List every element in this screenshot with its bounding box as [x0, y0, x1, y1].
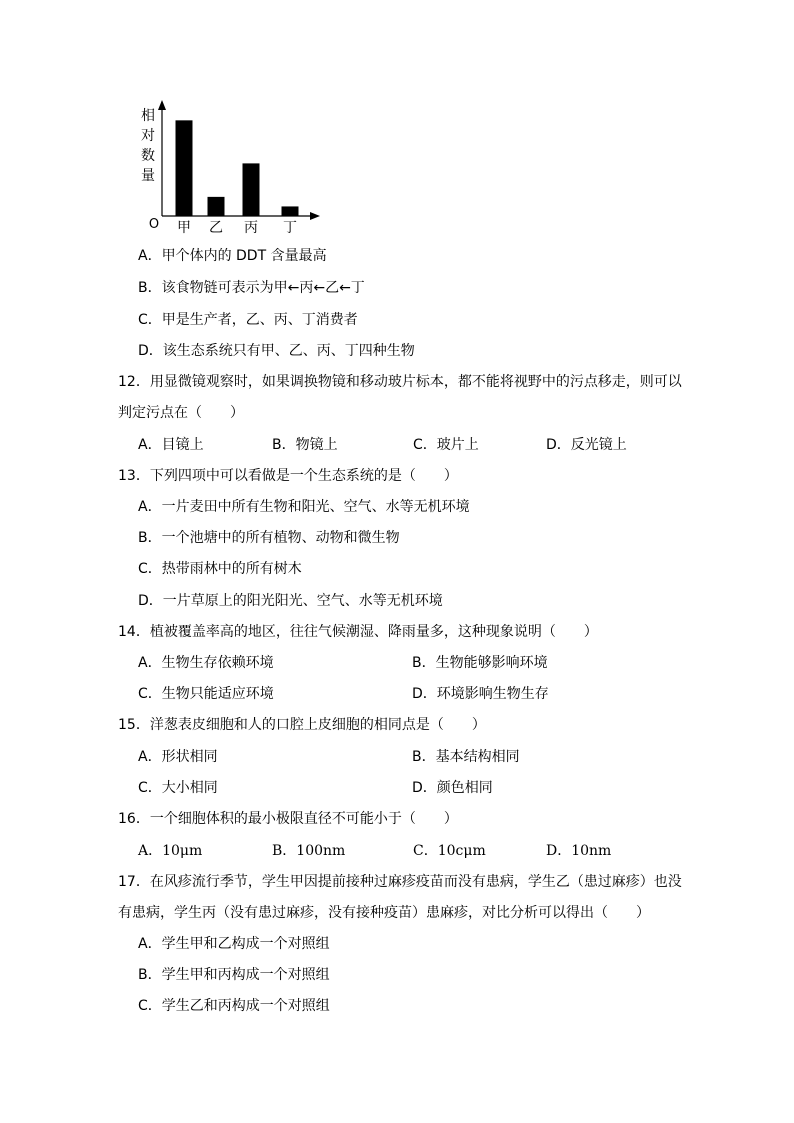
q13-option-b: B．一个池塘中的所有植物、动物和微生物: [138, 530, 400, 546]
y-axis-label-char: 数: [141, 148, 155, 164]
q15-option-c: C．大小相同: [138, 780, 218, 796]
q14-option-c: C．生物只能适应环境: [138, 686, 274, 702]
q11-option-b: B．该食物链可表示为甲←丙←乙←丁: [138, 280, 365, 296]
q11-option-a: A．甲个体内的 DDT 含量最高: [138, 248, 327, 264]
q17-option-b: B．学生甲和丙构成一个对照组: [138, 967, 330, 983]
x-axis-arrow: [310, 212, 320, 220]
q14-stem: 14．植被覆盖率高的地区，往往气候潮湿、降雨量多，这种现象说明（ ）: [118, 624, 598, 640]
x-tick-label: 丁: [283, 220, 297, 236]
q14-option-a: A．生物生存依赖环境: [138, 655, 274, 671]
q14-option-b: B．生物能够影响环境: [412, 655, 548, 671]
q12-option-c: C．玻片上: [413, 437, 479, 453]
q16-option-b: B．100nm: [272, 843, 346, 859]
q15-option-a: A．形状相同: [138, 749, 218, 765]
q14-option-d: D．环境影响生物生存: [412, 686, 549, 702]
q12-stem-line1: 12．用显微镜观察时，如果调换物镜和移动玻片标本，都不能将视野中的污点移走，则可以: [118, 374, 682, 390]
q13-option-c: C．热带雨林中的所有树木: [138, 561, 302, 577]
bar-2: [208, 197, 225, 216]
x-tick-label: 甲: [177, 220, 191, 236]
q17-stem-line2: 有患病，学生丙（没有患过麻疹，没有接种疫苗）患麻疹，对比分析可以得出（ ）: [118, 905, 650, 921]
x-tick-label: 乙: [209, 220, 223, 236]
q11-option-d: D．该生态系统只有甲、乙、丙、丁四种生物: [138, 343, 415, 359]
q17-option-a: A．学生甲和乙构成一个对照组: [138, 936, 330, 952]
q17-stem-line1: 17．在风疹流行季节，学生甲因提前接种过麻疹疫苗而没有患病，学生乙（患过麻疹）也没: [118, 874, 682, 890]
q11-option-c: C．甲是生产者，乙、丙、丁消费者: [138, 312, 358, 328]
y-axis-label-char: 相: [141, 108, 155, 124]
q16-option-a: A．10μm: [138, 843, 203, 859]
y-axis-label-char: 对: [141, 128, 155, 144]
q15-option-d: D．颜色相同: [412, 780, 493, 796]
bar-4: [282, 206, 299, 216]
q12-option-b: B．物镜上: [272, 437, 338, 453]
q16-option-c: C．10cμm: [413, 843, 486, 859]
bar-1: [176, 120, 193, 216]
q15-stem: 15．洋葱表皮细胞和人的口腔上皮细胞的相同点是（ ）: [118, 717, 486, 733]
q16-option-d: D．10nm: [546, 843, 612, 859]
q13-option-a: A．一片麦田中所有生物和阳光、空气、水等无机环境: [138, 499, 470, 515]
q13-stem: 13．下列四项中可以看做是一个生态系统的是（ ）: [118, 468, 458, 484]
q17-option-c: C．学生乙和丙构成一个对照组: [138, 998, 330, 1014]
origin-label: O: [148, 217, 160, 232]
q12-option-d: D．反光镜上: [546, 437, 627, 453]
q13-option-d: D．一片草原上的阳光阳光、空气、水等无机环境: [138, 593, 443, 609]
bar-3: [243, 163, 260, 216]
q12-stem-line2: 判定污点在（ ）: [118, 405, 244, 421]
y-axis-label-char: 量: [141, 168, 155, 184]
q15-option-b: B．基本结构相同: [412, 749, 520, 765]
bar-chart: [0, 0, 794, 240]
x-tick-label: 丙: [244, 220, 258, 236]
q12-option-a: A．目镜上: [138, 437, 204, 453]
q16-stem: 16．一个细胞体积的最小极限直径不可能小于（ ）: [118, 811, 458, 827]
y-axis-arrow: [158, 100, 166, 110]
